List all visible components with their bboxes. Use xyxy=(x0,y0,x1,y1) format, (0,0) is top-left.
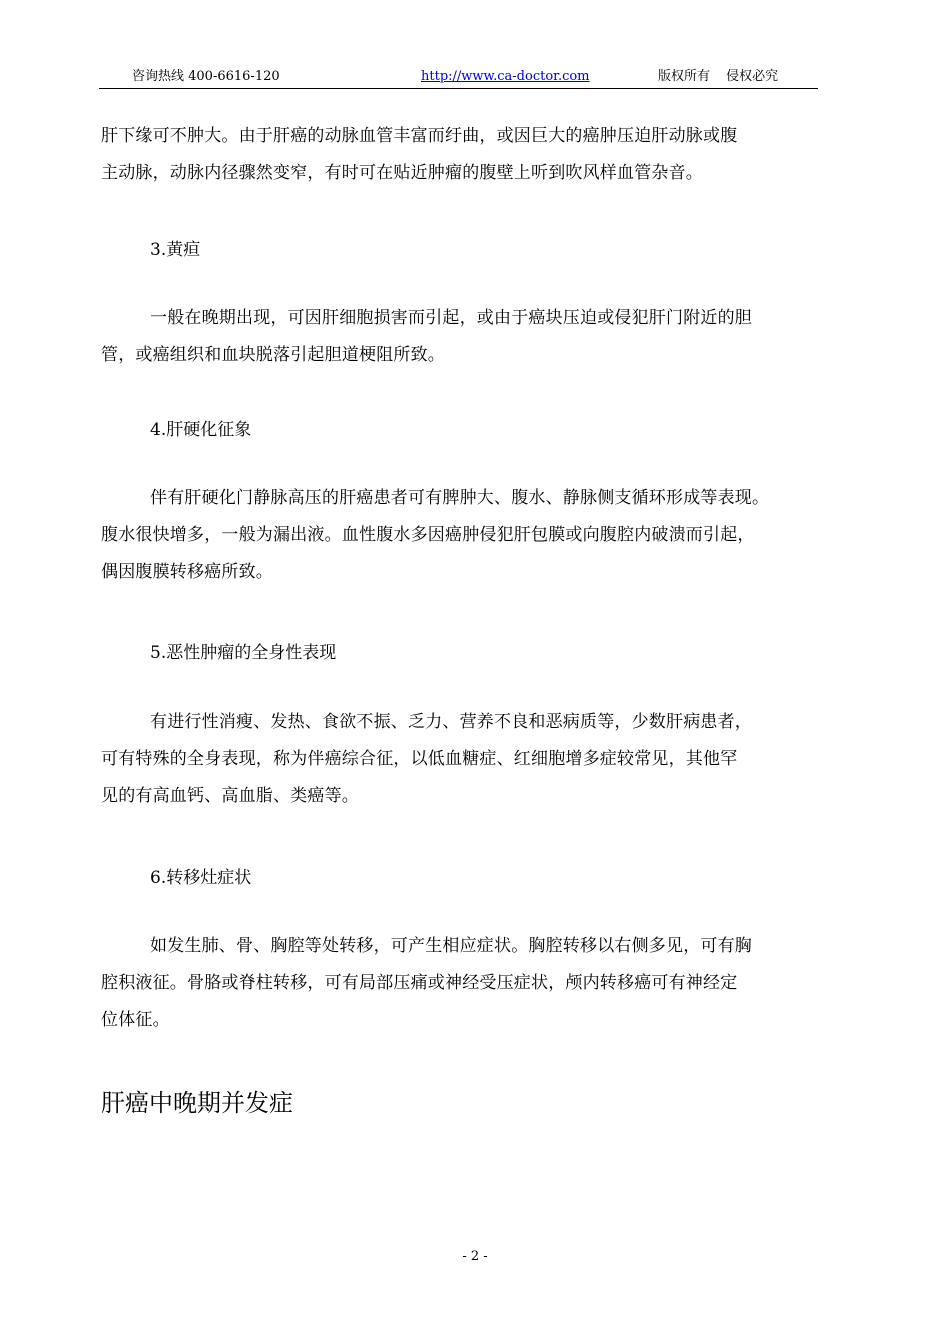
text-line: 可有特殊的全身表现，称为伴癌综合征，以低血糖症、红细胞增多症较常见，其他罕 xyxy=(101,749,738,769)
text-line: 偶因腹膜转移癌所致。 xyxy=(101,562,273,582)
website-link[interactable]: http://www.ca-doctor.com xyxy=(421,69,590,84)
text-line: 如发生肺、骨、胸腔等处转移，可产生相应症状。胸腔转移以右侧多见，可有胸 xyxy=(150,936,752,956)
text-line: 主动脉，动脉内径骤然变窄，有时可在贴近肿瘤的腹壁上听到吹风样血管杂音。 xyxy=(101,163,703,183)
text-line: 管，或癌组织和血块脱落引起胆道梗阻所致。 xyxy=(101,345,445,365)
paragraph-jaundice xyxy=(101,300,817,374)
subheading-metastasis: 6.转移灶症状 xyxy=(150,868,252,888)
text-line: 腹水很快增多，一般为漏出液。血性腹水多因癌肿侵犯肝包膜或向腹腔内破溃而引起， xyxy=(101,525,755,545)
section-title: 肝癌中晚期并发症 xyxy=(101,1089,293,1117)
text-line: 位体征。 xyxy=(101,1010,170,1030)
page-header xyxy=(99,66,818,89)
subheading-jaundice: 3.黄疸 xyxy=(150,240,201,260)
paragraph-metastasis xyxy=(101,928,817,1039)
text-line: 见的有高血钙、高血脂、类癌等。 xyxy=(101,786,359,806)
subheading-systemic: 5.恶性肿瘤的全身性表现 xyxy=(150,643,337,663)
text-line: 肝下缘可不肿大。由于肝癌的动脉血管丰富而纡曲，或因巨大的癌肿压迫肝动脉或腹 xyxy=(101,126,738,146)
text-line: 伴有肝硬化门静脉高压的肝癌患者可有脾肿大、腹水、静脉侧支循环形成等表现。 xyxy=(150,488,770,508)
paragraph-cirrhosis xyxy=(101,480,817,591)
copyright-text: 版权所有 侵权必究 xyxy=(658,69,779,84)
paragraph-systemic xyxy=(101,704,817,815)
page-number: - 2 - xyxy=(462,1249,488,1264)
text-line: 有进行性消瘦、发热、食欲不振、乏力、营养不良和恶病质等，少数肝病患者， xyxy=(150,712,752,732)
hotline-text: 咨询热线 400-6616-120 xyxy=(132,69,280,84)
paragraph-vascular-murmur xyxy=(101,118,817,192)
subheading-cirrhosis: 4.肝硬化征象 xyxy=(150,420,252,440)
text-line: 腔积液征。骨胳或脊柱转移，可有局部压痛或神经受压症状，颅内转移癌可有神经定 xyxy=(101,973,738,993)
text-line: 一般在晚期出现，可因肝细胞损害而引起，或由于癌块压迫或侵犯肝门附近的胆 xyxy=(150,308,752,328)
